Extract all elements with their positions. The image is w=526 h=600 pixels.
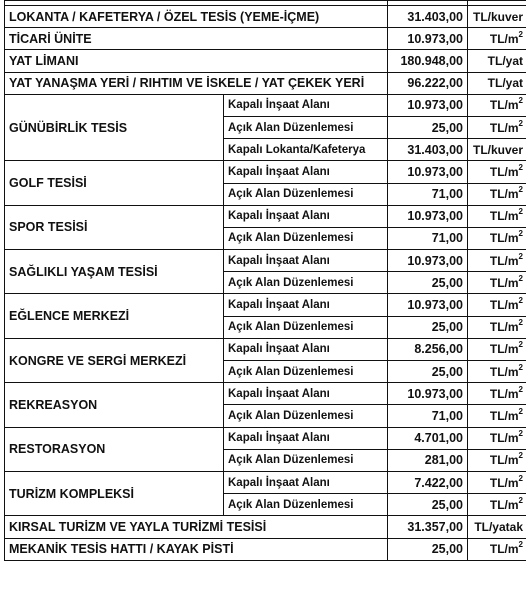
unit-cell xyxy=(468,538,526,560)
unit-text: TL/m xyxy=(489,209,519,224)
unit-cell xyxy=(468,250,526,272)
unit-exponent: 2 xyxy=(518,451,523,461)
unit-exponent: 2 xyxy=(518,273,523,283)
row-name-cell: KIRSAL TURİZM VE YAYLA TURİZMİ TESİSİ xyxy=(5,516,388,538)
unit-exponent: 2 xyxy=(518,185,523,195)
unit-text: TL/m xyxy=(489,475,519,490)
value-cell: 31.403,00 xyxy=(388,139,468,161)
table-row xyxy=(5,72,526,94)
table-row xyxy=(5,161,526,183)
unit-cell xyxy=(468,449,526,471)
sub-label-cell: Açık Alan Düzenlemesi xyxy=(224,494,388,516)
table-row xyxy=(5,250,526,272)
unit-cell xyxy=(468,28,526,50)
unit-text: TL/m xyxy=(489,31,519,46)
unit-exponent: 2 xyxy=(518,406,523,416)
unit-text: TL/kuver xyxy=(472,9,523,24)
unit-exponent: 2 xyxy=(518,118,523,128)
group-name-cell: KONGRE VE SERGİ MERKEZİ xyxy=(5,338,224,382)
unit-text: TL/m xyxy=(489,231,519,246)
group-name-cell: REKREASYON xyxy=(5,383,224,427)
unit-text: TL/kuver xyxy=(472,142,523,157)
value-cell: 8.256,00 xyxy=(388,338,468,360)
group-name-cell: EĞLENCE MERKEZİ xyxy=(5,294,224,338)
unit-text: TL/yatak xyxy=(474,519,523,534)
sub-label-cell: Açık Alan Düzenlemesi xyxy=(224,449,388,471)
unit-cell xyxy=(468,427,526,449)
sub-label-cell: Açık Alan Düzenlemesi xyxy=(224,183,388,205)
unit-text: TL/m xyxy=(489,431,519,446)
sub-label-cell: Açık Alan Düzenlemesi xyxy=(224,361,388,383)
sub-label-cell: Kapalı İnşaat Alanı xyxy=(224,161,388,183)
sub-label-cell: Kapalı İnşaat Alanı xyxy=(224,427,388,449)
unit-text: TL/m xyxy=(489,120,519,135)
unit-exponent: 2 xyxy=(518,96,523,106)
row-name-cell: MEKANİK TESİS HATTI / KAYAK PİSTİ xyxy=(5,538,388,560)
unit-cell xyxy=(468,294,526,316)
tariff-table xyxy=(4,0,526,561)
value-cell: 10.973,00 xyxy=(388,205,468,227)
unit-exponent: 2 xyxy=(518,384,523,394)
table-row xyxy=(5,471,526,493)
sub-label-cell: Açık Alan Düzenlemesi xyxy=(224,227,388,249)
group-name-cell: RESTORASYON xyxy=(5,427,224,471)
sub-label-cell: Açık Alan Düzenlemesi xyxy=(224,116,388,138)
unit-cell xyxy=(468,227,526,249)
unit-cell xyxy=(468,50,526,72)
value-cell: 25,00 xyxy=(388,494,468,516)
unit-exponent: 2 xyxy=(518,296,523,306)
unit-cell xyxy=(468,361,526,383)
unit-exponent: 2 xyxy=(518,540,523,550)
unit-cell xyxy=(468,205,526,227)
sub-label-cell: Kapalı İnşaat Alanı xyxy=(224,383,388,405)
unit-cell xyxy=(468,383,526,405)
unit-exponent: 2 xyxy=(518,251,523,261)
value-cell: 10.973,00 xyxy=(388,294,468,316)
unit-exponent: 2 xyxy=(518,229,523,239)
unit-cell xyxy=(468,494,526,516)
value-cell: 96.222,00 xyxy=(388,72,468,94)
value-cell: 71,00 xyxy=(388,405,468,427)
unit-exponent: 2 xyxy=(518,340,523,350)
group-name-cell: SAĞLIKLI YAŞAM TESİSİ xyxy=(5,250,224,294)
value-cell: 71,00 xyxy=(388,227,468,249)
table-row xyxy=(5,294,526,316)
group-name-cell: SPOR TESİSİ xyxy=(5,205,224,249)
unit-text: TL/m xyxy=(489,187,519,202)
unit-text: TL/m xyxy=(489,164,519,179)
unit-text: TL/m xyxy=(489,342,519,357)
unit-text: TL/m xyxy=(489,98,519,113)
value-cell: 4.701,00 xyxy=(388,427,468,449)
unit-exponent: 2 xyxy=(518,29,523,39)
unit-exponent: 2 xyxy=(518,207,523,217)
unit-cell xyxy=(468,516,526,538)
unit-cell xyxy=(468,116,526,138)
table-row xyxy=(5,205,526,227)
group-name-cell: GÜNÜBİRLİK TESİS xyxy=(5,94,224,161)
sub-label-cell: Kapalı İnşaat Alanı xyxy=(224,205,388,227)
value-cell: 7.422,00 xyxy=(388,471,468,493)
value-cell: 25,00 xyxy=(388,272,468,294)
table-row xyxy=(5,383,526,405)
value-cell: 281,00 xyxy=(388,449,468,471)
unit-cell xyxy=(468,139,526,161)
row-name-cell: YAT YANAŞMA YERİ / RIHTIM VE İSKELE / YAT ÇEKEK YERİ xyxy=(5,72,388,94)
unit-exponent: 2 xyxy=(518,473,523,483)
unit-cell xyxy=(468,338,526,360)
sub-label-cell: Kapalı İnşaat Alanı xyxy=(224,250,388,272)
sub-label-cell: Açık Alan Düzenlemesi xyxy=(224,272,388,294)
unit-cell xyxy=(468,183,526,205)
unit-text: TL/yat xyxy=(487,53,523,68)
unit-cell xyxy=(468,161,526,183)
sub-label-cell: Kapalı İnşaat Alanı xyxy=(224,294,388,316)
value-cell: 10.973,00 xyxy=(388,383,468,405)
table-row xyxy=(5,50,526,72)
value-cell: 25,00 xyxy=(388,116,468,138)
sub-label-cell: Kapalı Lokanta/Kafeterya xyxy=(224,139,388,161)
unit-text: TL/m xyxy=(489,497,519,512)
sub-label-cell: Açık Alan Düzenlemesi xyxy=(224,405,388,427)
unit-text: TL/m xyxy=(489,253,519,268)
unit-text: TL/m xyxy=(489,542,519,557)
value-cell: 71,00 xyxy=(388,183,468,205)
unit-cell xyxy=(468,72,526,94)
row-name-cell: TİCARİ ÜNİTE xyxy=(5,28,388,50)
unit-cell xyxy=(468,272,526,294)
tariff-sheet xyxy=(4,0,526,600)
unit-text: TL/m xyxy=(489,364,519,379)
sub-label-cell: Açık Alan Düzenlemesi xyxy=(224,316,388,338)
value-cell: 10.973,00 xyxy=(388,94,468,116)
unit-text: TL/m xyxy=(489,298,519,313)
unit-cell xyxy=(468,471,526,493)
sub-label-cell: Kapalı İnşaat Alanı xyxy=(224,471,388,493)
row-name-cell: YAT LİMANI xyxy=(5,50,388,72)
value-cell: 25,00 xyxy=(388,316,468,338)
unit-exponent: 2 xyxy=(518,162,523,172)
unit-exponent: 2 xyxy=(518,495,523,505)
table-row xyxy=(5,6,526,28)
unit-cell xyxy=(468,316,526,338)
table-row xyxy=(5,516,526,538)
sub-label-cell: Kapalı İnşaat Alanı xyxy=(224,338,388,360)
unit-cell xyxy=(468,94,526,116)
unit-text: TL/m xyxy=(489,408,519,423)
unit-text: TL/m xyxy=(489,453,519,468)
unit-exponent: 2 xyxy=(518,318,523,328)
unit-text: TL/m xyxy=(489,386,519,401)
value-cell: 25,00 xyxy=(388,538,468,560)
unit-exponent: 2 xyxy=(518,429,523,439)
unit-text: TL/m xyxy=(489,320,519,335)
table-row xyxy=(5,427,526,449)
value-cell: 10.973,00 xyxy=(388,161,468,183)
unit-cell xyxy=(468,6,526,28)
table-row xyxy=(5,338,526,360)
unit-cell xyxy=(468,405,526,427)
group-name-cell: TURİZM KOMPLEKSİ xyxy=(5,471,224,515)
unit-text: TL/m xyxy=(489,275,519,290)
unit-text: TL/yat xyxy=(487,76,523,91)
table-row xyxy=(5,538,526,560)
value-cell: 31.403,00 xyxy=(388,6,468,28)
row-name-cell: LOKANTA / KAFETERYA / ÖZEL TESİS (YEME-İÇME) xyxy=(5,6,388,28)
sub-label-cell: Kapalı İnşaat Alanı xyxy=(224,94,388,116)
value-cell: 10.973,00 xyxy=(388,28,468,50)
value-cell: 180.948,00 xyxy=(388,50,468,72)
group-name-cell: GOLF TESİSİ xyxy=(5,161,224,205)
table-row xyxy=(5,94,526,116)
table-row xyxy=(5,28,526,50)
tariff-table-body xyxy=(5,1,526,561)
value-cell: 31.357,00 xyxy=(388,516,468,538)
unit-exponent: 2 xyxy=(518,362,523,372)
value-cell: 25,00 xyxy=(388,361,468,383)
value-cell: 10.973,00 xyxy=(388,250,468,272)
